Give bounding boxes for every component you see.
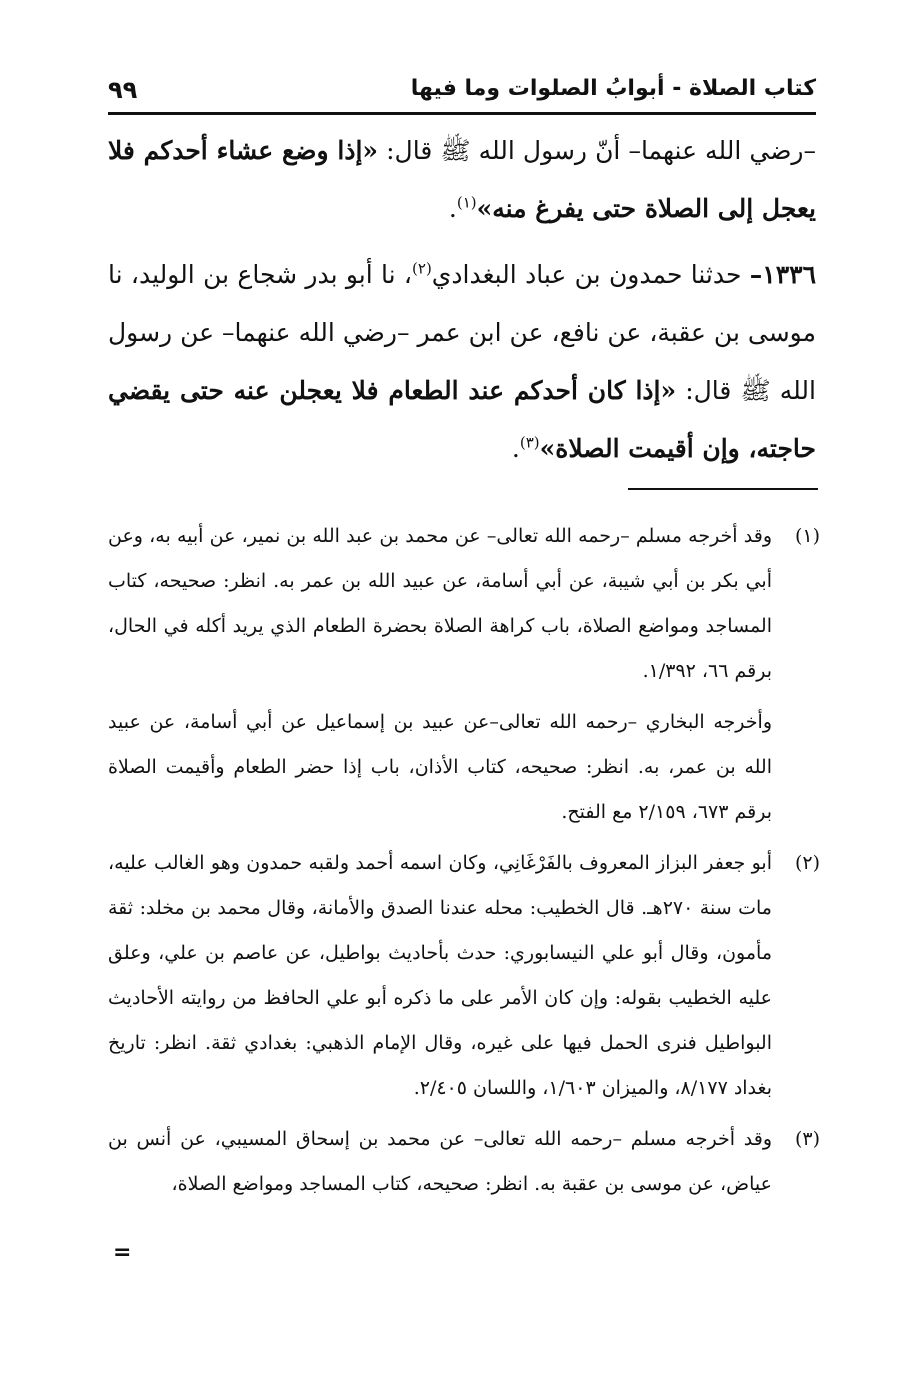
footnote-2: [108, 841, 820, 1111]
text-run: ، نا أبو بدر شجاع بن الوليد، نا موسى بن عقبة، عن نافع، عن ابن عمر –رضي الله عنهما– عن رسول الله ﷺ قال:: [108, 260, 816, 405]
footnote-paragraph: وأخرجه البخاري –رحمه الله تعالى–عن عبيد بن إسماعيل عن أبي أسامة، عن عبيد الله بن عمر، به. انظر: صحيحه، كتاب الأذان، باب إذا حضر الطعام وأقيمت الصلاة برقم ٦٧٣، ٢/١٥٩ مع الفتح.: [108, 711, 772, 823]
footnote-paragraph: وقد أخرجه مسلم –رحمه الله تعالى– عن محمد بن إسحاق المسيبي، عن أنس بن عياض، عن موسى بن عقبة به. انظر: صحيحه، كتاب المساجد ومواضع الصلاة،: [108, 1128, 772, 1195]
hadith-number: ١٣٣٦–: [749, 260, 817, 289]
footnote-ref: (١): [456, 193, 477, 212]
text-run: –رضي الله عنهما– أنّ رسول الله ﷺ قال:: [378, 136, 817, 165]
footnote-ref: (٢): [412, 259, 432, 278]
footnote-separator: [628, 488, 818, 490]
page-header: [108, 72, 816, 108]
footnote-mark: (١): [794, 525, 820, 547]
text-run: حدثنا حمدون بن عباد البغدادي: [431, 260, 750, 289]
footnote-mark: (٣): [794, 1128, 820, 1150]
footnote-1: [108, 514, 820, 835]
footnote-paragraph: أبو جعفر البزاز المعروف بالفَرْغَانِي، وكان اسمه أحمد ولقبه حمدون وهو الغالب عليه، مات سنة ٢٧٠هـ. قال الخطيب: محله عندنا الصدق والأمانة، وقال محمد بن مخلد: ثقة مأمون، وقال أبو علي النيسابوري: حدث بأحاديث بواطيل، عن عاصم بن علي، وعلق عليه الخطيب بقوله: وإن كان الأمر على ما ذكره أبو علي الحافظ من روايته الأحاديث البواطيل فنرى الحمل فيها على غيره، وقال الإمام الذهبي: بغدادي ثقة. انظر: تاريخ بغداد ٨/١٧٧، والميزان ١/٦٠٣، واللسان ٢/٤٠٥.: [108, 852, 772, 1099]
main-paragraph-2: [108, 246, 816, 478]
footnotes: [108, 514, 820, 1213]
continuation-mark: =: [113, 1240, 132, 1265]
main-text: [108, 122, 816, 486]
hadith-quote: «إذا كان أحدكم عند الطعام فلا يعجلن عنه حتى يقضي حاجته، وإن أقيمت الصلاة»: [108, 376, 816, 463]
page-number: ٩٩: [108, 76, 138, 104]
running-title: كتاب الصلاة - أبوابُ الصلوات وما فيها: [410, 76, 816, 101]
footnote-3: [108, 1117, 820, 1207]
text-run: .: [511, 434, 520, 463]
footnote-mark: (٢): [794, 852, 820, 874]
main-paragraph-1: [108, 122, 816, 238]
header-rule: [108, 112, 816, 115]
text-run: .: [448, 194, 457, 223]
footnote-ref: (٣): [519, 433, 540, 452]
hadith-quote: «إذا وضع عشاء أحدكم فلا يعجل إلى الصلاة حتى يفرغ منه»: [108, 136, 816, 223]
footnote-paragraph: وقد أخرجه مسلم –رحمه الله تعالى– عن محمد بن عبد الله بن نمير، عن أبيه به، وعن أبي بكر بن أبي شيبة، عن أبي أسامة، عن عبيد الله بن عمر به. انظر: صحيحه، كتاب المساجد ومواضع الصلاة، باب كراهة الصلاة بحضرة الطعام الذي يريد أكله في الحال، برقم ٦٦، ١/٣٩٢.: [108, 525, 772, 682]
